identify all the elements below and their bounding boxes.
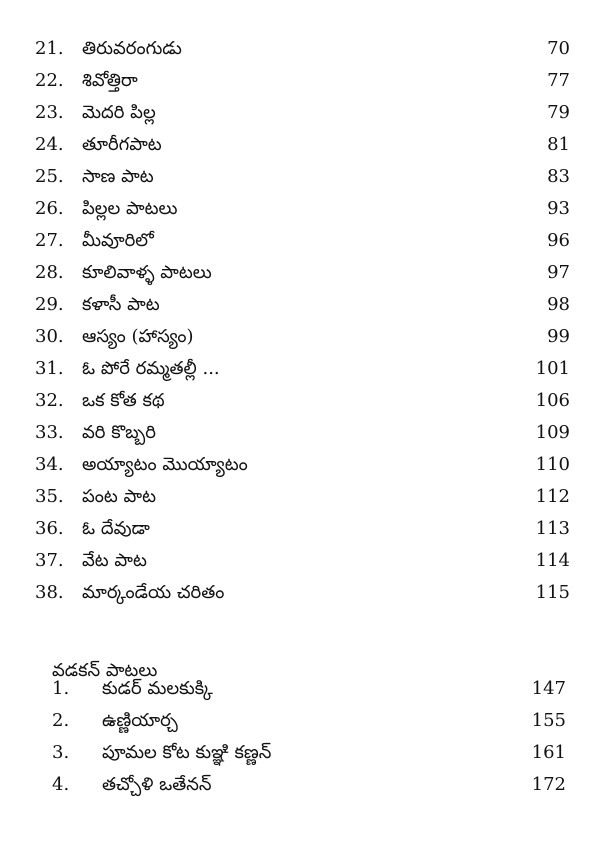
toc-entry [0, 578, 600, 608]
entry-number: 29. [35, 294, 64, 315]
entry-title: తచ్చోళి ఒతేనన్ [102, 774, 212, 795]
entry-number: 25. [35, 166, 64, 187]
toc-entry [0, 34, 600, 64]
entry-page: 81 [547, 134, 570, 155]
toc-entry [0, 162, 600, 192]
section-entry [0, 770, 600, 800]
section-entry [0, 706, 600, 736]
entry-title: ఉణ్ణియార్చ [102, 710, 178, 731]
entry-page: 110 [535, 454, 570, 475]
toc-entry [0, 290, 600, 320]
entry-title: మెదరి పిల్ల [82, 102, 156, 123]
entry-page: 112 [535, 486, 570, 507]
entry-number: 21. [35, 38, 64, 59]
entry-title: కుడర్ మలకుక్కి [102, 678, 213, 699]
entry-number: 4. [52, 774, 70, 795]
entry-title: ఆస్యం (హాస్యం) [82, 326, 194, 347]
toc-entry [0, 258, 600, 288]
entry-number: 31. [35, 358, 64, 379]
entry-title: ఓ దేవుడా [82, 518, 150, 539]
entry-title: పంట పాట [82, 486, 156, 507]
entry-number: 24. [35, 134, 64, 155]
entry-page: 83 [547, 166, 570, 187]
entry-number: 26. [35, 198, 64, 219]
entry-page: 161 [531, 742, 566, 763]
entry-number: 2. [52, 710, 70, 731]
entry-title: ఒక కోత కథ [82, 390, 165, 411]
entry-page: 115 [535, 582, 570, 603]
entry-number: 23. [35, 102, 64, 123]
entry-page: 70 [547, 38, 570, 59]
entry-number: 27. [35, 230, 64, 251]
section-heading: వడకన్ పాటలు [52, 660, 158, 681]
entry-page: 99 [547, 326, 570, 347]
entry-number: 22. [35, 70, 64, 91]
toc-entry [0, 450, 600, 480]
section-entry [0, 738, 600, 768]
entry-page: 109 [535, 422, 570, 443]
toc-entry [0, 98, 600, 128]
entry-number: 30. [35, 326, 64, 347]
entry-number: 34. [35, 454, 64, 475]
entry-number: 1. [52, 678, 70, 699]
entry-page: 77 [547, 70, 570, 91]
entry-page: 79 [547, 102, 570, 123]
entry-number: 36. [35, 518, 64, 539]
toc-entry [0, 482, 600, 512]
entry-title: పూమల కోట కుఞ్ఞి కణ్ణన్ [102, 742, 272, 763]
entry-title: వరి కొబ్బరి [82, 422, 156, 443]
entry-number: 35. [35, 486, 64, 507]
entry-number: 28. [35, 262, 64, 283]
toc-entry [0, 418, 600, 448]
toc-entry [0, 514, 600, 544]
entry-title: తూరీగపాట [82, 134, 162, 155]
entry-title: శివోత్తిరా [82, 70, 138, 91]
entry-page: 113 [535, 518, 570, 539]
entry-page: 155 [531, 710, 566, 731]
entry-page: 106 [535, 390, 570, 411]
toc-entry [0, 226, 600, 256]
entry-page: 147 [531, 678, 566, 699]
entry-number: 32. [35, 390, 64, 411]
toc-entry [0, 322, 600, 352]
entry-title: ఓ పోరే రమ్మతల్లీ ... [82, 358, 220, 379]
entry-page: 114 [535, 550, 570, 571]
entry-title: పిల్లల పాటలు [82, 198, 178, 219]
toc-entry [0, 386, 600, 416]
entry-number: 37. [35, 550, 64, 571]
section-entry [0, 674, 600, 704]
entry-title: మార్కండేయ చరితం [82, 582, 225, 603]
entry-page: 93 [547, 198, 570, 219]
entry-title: సాణ పాట [82, 166, 154, 187]
entry-page: 172 [531, 774, 566, 795]
entry-number: 33. [35, 422, 64, 443]
entry-title: తిరువరంగుడు [82, 38, 182, 59]
entry-title: కూలివాళ్ళ పాటలు [82, 262, 212, 283]
toc-entry [0, 546, 600, 576]
entry-number: 38. [35, 582, 64, 603]
entry-title: వేట పాట [82, 550, 147, 571]
toc-entry [0, 66, 600, 96]
toc-entry [0, 130, 600, 160]
entry-title: అయ్యాటం మొయ్యాటం [82, 454, 248, 475]
entry-title: మీవూరిలో [82, 230, 154, 251]
entry-page: 97 [547, 262, 570, 283]
entry-number: 3. [52, 742, 70, 763]
entry-page: 98 [547, 294, 570, 315]
entry-title: కళాసీ పాట [82, 294, 160, 315]
toc-entry [0, 194, 600, 224]
entry-page: 96 [547, 230, 570, 251]
toc-entry [0, 354, 600, 384]
entry-page: 101 [535, 358, 570, 379]
